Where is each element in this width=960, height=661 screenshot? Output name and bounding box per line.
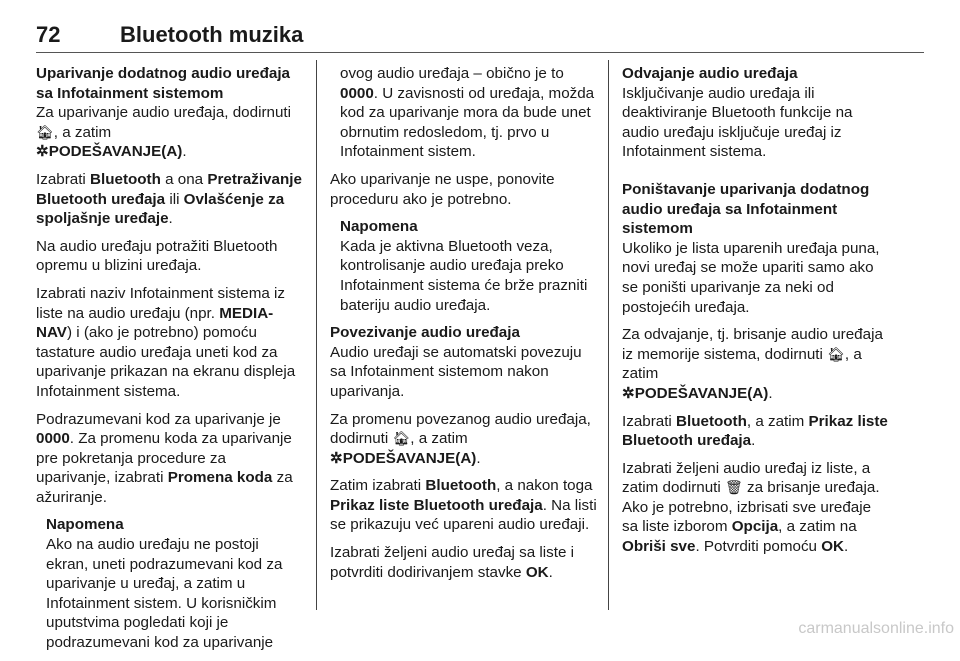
note-title: Napomena xyxy=(46,516,124,534)
page-title: Bluetooth muzika xyxy=(120,22,304,47)
paragraph xyxy=(330,543,598,582)
home-icon: 🏠︎ xyxy=(36,123,54,140)
code-value: 0000 xyxy=(340,84,374,102)
text: Izabrati željeni audio uređaj sa liste i potvrditi dodirivanjem stavke xyxy=(330,544,574,581)
text: . xyxy=(751,432,756,450)
home-icon: 🏠︎ xyxy=(827,345,845,362)
menu-label: Prikaz liste Bluetooth uređaja xyxy=(622,412,888,450)
note-text: ovog audio uređaja – obično je to xyxy=(340,65,564,82)
text: Izabrati željeni audio uređaj iz liste, a zatim dodirnuti xyxy=(622,459,871,497)
note-text: Ako na audio uređaju ne postoji ekran, uneti podrazumevani kod za uparivanje u uređaj, a zatim u Infotainment sistem. U korisničkim uputstvima pogledati koji je podrazumevani kod za uparivanje xyxy=(46,536,283,652)
text: . xyxy=(548,563,553,581)
paragraph: Isključivanje audio uređaja ili deaktiviranje Bluetooth funkcije na audio uređaju isključuje uređaj iz Infotainment sistema. xyxy=(622,84,853,161)
text: za brisanje uređaja. Ako je potrebno, izbrisati sve uređaje sa liste izborom xyxy=(622,479,880,536)
text: . Za promenu koda za uparivanje pre pokretanja procedure za uparivanje, izabrati xyxy=(36,430,292,487)
text: Zatim izabrati xyxy=(330,477,426,495)
text: ili xyxy=(165,190,184,208)
text: . Potvrditi pomoću xyxy=(695,538,822,556)
text: , a zatim xyxy=(746,412,809,430)
text: a ona xyxy=(160,170,208,188)
settings-label: PODEŠAVANJE(A) xyxy=(342,449,477,467)
paragraph: Ukoliko je lista uparenih uređaja puna, novi uređaj se može upariti samo ako se poništi uparivanje za neki od postojećih uređaja. xyxy=(622,239,880,316)
menu-label: Bluetooth xyxy=(90,170,161,188)
note-text: Kada je aktivna Bluetooth veza, kontrolisanje audio uređaja preko Infotainment sistema će brže prazniti bateriju audio uređaja. xyxy=(340,237,588,314)
column-2 xyxy=(330,64,598,590)
note-box xyxy=(340,217,598,315)
column-divider xyxy=(608,60,609,610)
gear-icon: ✲ xyxy=(622,384,635,402)
menu-label: Promena koda xyxy=(167,469,273,487)
menu-label: Opcija xyxy=(731,518,779,536)
text: Za uparivanje audio uređaja, dodirnuti xyxy=(36,104,291,122)
section-heading: Poništavanje uparivanja dodatnog audio uređaja sa Infotainment sistemom xyxy=(622,180,870,238)
trash-icon: 🗑︎ xyxy=(724,479,743,496)
text: . Na listi se prikazuju već upareni audio uređaji. xyxy=(330,496,597,534)
gear-icon: ✲ xyxy=(36,143,49,161)
settings-label: PODEŠAVANJE(A) xyxy=(48,143,183,161)
menu-label: Obriši sve xyxy=(622,538,696,556)
paragraph: Na audio uređaju potražiti Bluetooth opremu u blizini uređaja. xyxy=(36,237,278,275)
note-box xyxy=(46,515,304,652)
code-value: 0000 xyxy=(36,430,70,448)
text: , a zatim xyxy=(410,430,468,448)
paragraph xyxy=(622,412,890,451)
text: Za odvajanje, tj. brisanje audio uređaja iz memorije sistema, dodirnuti xyxy=(622,326,883,363)
text: ) i (ako je potrebno) pomoću tastature audio uređaja uneti kod za uparivanje prikazan na ekranu displeja Infotainment sistema. xyxy=(36,324,296,400)
column-divider xyxy=(316,60,317,610)
note-box-continued xyxy=(340,64,598,162)
section-heading: Uparivanje dodatnog audio uređaja sa Infotainment sistemom xyxy=(36,65,291,102)
menu-label: Pretraživanje Bluetooth uređaja xyxy=(36,170,302,208)
settings-label: PODEŠAVANJE(A) xyxy=(634,384,769,402)
paragraph xyxy=(622,459,890,557)
text: Izabrati xyxy=(622,412,677,430)
note-title: Napomena xyxy=(340,218,418,236)
paragraph: Izabrati Bluetooth a ona Pretraživanje Bluetooth uređaja ili Ovlašćenje za spoljašnje uređaje. xyxy=(36,170,302,228)
home-icon: 🏠︎ xyxy=(392,430,411,447)
paragraph xyxy=(330,476,598,535)
gear-icon: ✲ xyxy=(330,449,343,467)
page-number: 72 xyxy=(36,22,61,47)
menu-label: OK xyxy=(525,563,549,581)
text: . xyxy=(844,538,849,556)
paragraph: Za odvajanje, tj. brisanje audio uređaja iz memorije sistema, dodirnuti 🏠︎, a zatim ✲PODEŠAVANJE(A). xyxy=(622,326,883,402)
text: , a zatim na xyxy=(778,518,857,536)
section-heading: Povezivanje audio uređaja xyxy=(330,324,520,342)
text: Izabrati naziv Infotainment sistema iz liste na audio uređaju (npr. xyxy=(36,284,286,322)
menu-label: Bluetooth xyxy=(676,412,747,430)
menu-label: Ovlašćenje za spoljašnje uređaje xyxy=(36,190,285,228)
text: Izabrati xyxy=(36,170,91,188)
text: , a zatim xyxy=(53,123,112,141)
paragraph: Za promenu povezanog audio uređaja, dodirnuti 🏠︎, a zatim ✲PODEŠAVANJE(A). xyxy=(330,410,591,467)
paragraph xyxy=(36,284,304,402)
watermark: carmanualsonline.info xyxy=(798,620,954,637)
paragraph: Za uparivanje audio uređaja, dodirnuti 🏠︎, a zatim ✲PODEŠAVANJE(A). xyxy=(36,104,291,161)
column-3 xyxy=(622,64,890,565)
text: za ažuriranje. xyxy=(36,469,293,506)
page-header xyxy=(36,22,924,53)
text: Za promenu povezanog audio uređaja, dodirnuti xyxy=(330,410,591,448)
column-1 xyxy=(36,64,304,661)
section-heading: Odvajanje audio uređaja xyxy=(622,65,798,82)
note-text: . U zavisnosti od uređaja, možda kod za uparivanje mora da bude unet obrnutim redosledom, tj. prvo u Infotainment sistem. xyxy=(340,84,595,161)
spacer xyxy=(622,170,890,180)
menu-label: Prikaz liste Bluetooth uređaja xyxy=(330,496,543,514)
menu-label: Bluetooth xyxy=(425,477,497,495)
paragraph xyxy=(36,410,304,508)
paragraph: Audio uređaji se automatski povezuju sa Infotainment sistemom nakon uparivanja. xyxy=(330,343,582,400)
text: , a zatim xyxy=(622,345,862,383)
text: , a nakon toga xyxy=(496,477,593,495)
text: Podrazumevani kod za uparivanje je xyxy=(36,410,281,428)
paragraph: Ako uparivanje ne uspe, ponovite proceduru ako je potrebno. xyxy=(330,170,555,208)
menu-label: MEDIA-NAV xyxy=(36,304,274,342)
menu-label: OK xyxy=(821,538,845,556)
